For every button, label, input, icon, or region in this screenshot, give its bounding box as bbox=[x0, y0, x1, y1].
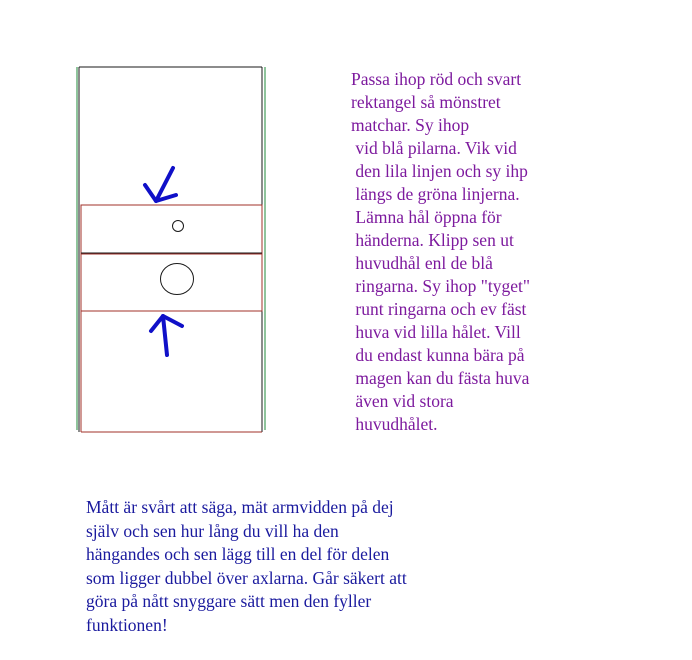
instructions-line: Lämna hål öppna för bbox=[351, 207, 502, 227]
band-upper bbox=[81, 205, 262, 253]
instructions-line: längs de gröna linjerna. bbox=[351, 184, 520, 204]
band-lower bbox=[81, 254, 262, 311]
measurements-line: funktionen! bbox=[86, 614, 168, 635]
instructions-line: den lila linjen och sy ihp bbox=[351, 161, 528, 181]
large-ring bbox=[161, 264, 194, 295]
instructions-text bbox=[351, 68, 530, 436]
instructions-line: Passa ihop röd och svart bbox=[351, 69, 522, 89]
instructions-line: ringarna. Sy ihop "tyget" bbox=[351, 276, 531, 296]
arrow-top bbox=[145, 168, 176, 201]
measurements-line: hängandes och sen lägg till en del för delen bbox=[86, 544, 390, 564]
arrow-bottom-shaft bbox=[163, 316, 167, 355]
measurements-line: själv och sen hur lång du vill ha den bbox=[86, 520, 339, 541]
instructions-line: matchar. Sy ihop bbox=[351, 115, 470, 135]
measurements-line: Mått är svårt att säga, mät armvidden på dej bbox=[86, 497, 394, 517]
instructions-line: runt ringarna och ev fäst bbox=[351, 299, 527, 319]
instructions-line: huva vid lilla hålet. Vill bbox=[351, 322, 521, 342]
instructions-line: huvudhålet. bbox=[351, 414, 438, 434]
arrow-bottom bbox=[151, 316, 182, 355]
arrow-bottom-head bbox=[151, 316, 182, 331]
instructions-line: magen kan du fästa huva bbox=[351, 368, 530, 388]
outer-rectangle bbox=[77, 67, 265, 432]
center-band bbox=[81, 205, 262, 311]
measurements-line: göra på nått snyggare sätt men den fyller bbox=[86, 591, 372, 611]
measurements-text bbox=[86, 496, 407, 637]
instructions-line: du endast kunna bära på bbox=[351, 345, 525, 365]
instructions-line: huvudhål enl de blå bbox=[351, 253, 493, 273]
instructions-line: händerna. Klipp sen ut bbox=[351, 230, 514, 250]
instructions-line: även vid stora bbox=[351, 391, 454, 411]
small-ring bbox=[173, 221, 184, 232]
measurements-line: som ligger dubbel över axlarna. Går säkert att bbox=[86, 567, 407, 588]
instructions-line: vid blå pilarna. Vik vid bbox=[351, 138, 517, 158]
instructions-line: rektangel så mönstret bbox=[351, 92, 501, 112]
